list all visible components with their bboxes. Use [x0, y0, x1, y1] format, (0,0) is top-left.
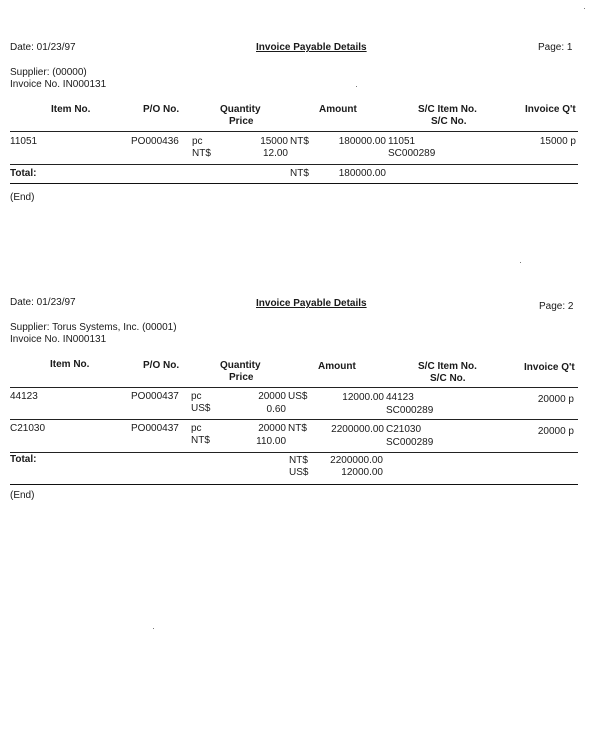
total-label: Total:	[10, 454, 37, 465]
cell-sc-no: SC000289	[388, 148, 436, 159]
total-currency: US$	[289, 467, 309, 478]
cell-amount: 2200000.00	[331, 424, 384, 435]
header-invoice-qt: Invoice Q't	[525, 104, 576, 115]
cell-price-currency: NT$	[192, 148, 211, 159]
total-label: Total:	[10, 168, 37, 179]
cell-price: 110.00	[256, 436, 286, 447]
header-sc-no: S/C No.	[430, 373, 466, 384]
cell-po-no: PO000437	[131, 423, 179, 434]
cell-invoice-qt: 20000 p	[537, 394, 574, 405]
cell-quantity: 20000	[258, 391, 286, 402]
header-rule	[10, 387, 578, 388]
cell-item-no: C21030	[10, 423, 46, 434]
header-po-no: P/O No.	[143, 104, 180, 115]
end-marker: (End)	[10, 490, 35, 501]
cell-invoice-qt: 20000 p	[537, 426, 574, 437]
supplier-line: Supplier: Torus Systems, Inc. (00001)	[10, 322, 177, 333]
cell-item-no: 44123	[10, 391, 38, 402]
page-number: Page: 1	[538, 42, 573, 53]
cell-sc-item-no: C21030	[386, 424, 422, 435]
cell-unit: pc	[191, 391, 202, 402]
report-title: Invoice Payable Details	[256, 298, 367, 309]
total-rule	[10, 183, 578, 184]
cell-unit: pc	[192, 136, 203, 147]
cell-sc-item-no: 44123	[386, 392, 414, 403]
total-amount: 180000.00	[338, 168, 386, 179]
total-amount: 2200000.00	[330, 455, 383, 466]
total-rule	[10, 484, 578, 485]
header-sc-no: S/C No.	[431, 116, 467, 127]
header-amount: Amount	[319, 104, 357, 115]
cell-amount: 180000.00	[338, 136, 386, 147]
cell-quantity: 15000	[260, 136, 288, 147]
header-quantity: Quantity	[220, 104, 261, 115]
cell-price-currency: US$	[191, 403, 211, 414]
row-rule	[10, 164, 578, 165]
total-amount: 12000.00	[341, 467, 383, 478]
header-po-no: P/O No.	[143, 360, 180, 371]
header-item-no: Item No.	[50, 359, 90, 370]
end-marker: (End)	[10, 192, 35, 203]
scan-speck	[153, 628, 154, 629]
header-price: Price	[229, 372, 254, 383]
cell-price-currency: NT$	[191, 435, 210, 446]
cell-sc-no: SC000289	[386, 437, 434, 448]
header-rule	[10, 131, 578, 132]
header-invoice-qt: Invoice Q't	[524, 362, 575, 373]
cell-price: 0.60	[266, 404, 286, 415]
supplier-line: Supplier: (00000)	[10, 67, 87, 78]
cell-quantity-currency: NT$	[290, 136, 309, 147]
cell-po-no: PO000436	[131, 136, 179, 147]
header-sc-item-no: S/C Item No.	[418, 104, 477, 115]
scan-speck	[356, 86, 357, 87]
header-quantity: Quantity	[220, 360, 261, 371]
cell-sc-no: SC000289	[386, 405, 434, 416]
cell-po-no: PO000437	[131, 391, 179, 402]
cell-quantity: 20000	[258, 423, 286, 434]
cell-unit: pc	[191, 423, 202, 434]
cell-quantity-currency: US$	[288, 391, 308, 402]
scan-speck	[584, 8, 585, 9]
header-item-no: Item No.	[51, 104, 91, 115]
cell-item-no: 11051	[10, 136, 38, 147]
scan-speck	[520, 262, 521, 263]
header-price: Price	[229, 116, 254, 127]
cell-quantity-currency: NT$	[288, 423, 307, 434]
total-currency: NT$	[290, 168, 309, 179]
header-sc-item-no: S/C Item No.	[418, 361, 477, 372]
report-date: Date: 01/23/97	[10, 297, 76, 308]
cell-sc-item-no: 11051	[388, 136, 416, 147]
total-currency: NT$	[289, 455, 308, 466]
report-title: Invoice Payable Details	[256, 42, 367, 53]
row-rule	[10, 452, 578, 453]
invoice-number: Invoice No. IN000131	[10, 334, 107, 345]
page-number: Page: 2	[539, 301, 574, 312]
cell-price: 12.00	[262, 148, 288, 159]
report-date: Date: 01/23/97	[10, 42, 76, 53]
invoice-number: Invoice No. IN000131	[10, 79, 107, 90]
row-rule	[10, 419, 578, 420]
cell-amount: 12000.00	[342, 392, 384, 403]
header-amount: Amount	[318, 361, 356, 372]
cell-invoice-qt: 15000 p	[539, 136, 576, 147]
